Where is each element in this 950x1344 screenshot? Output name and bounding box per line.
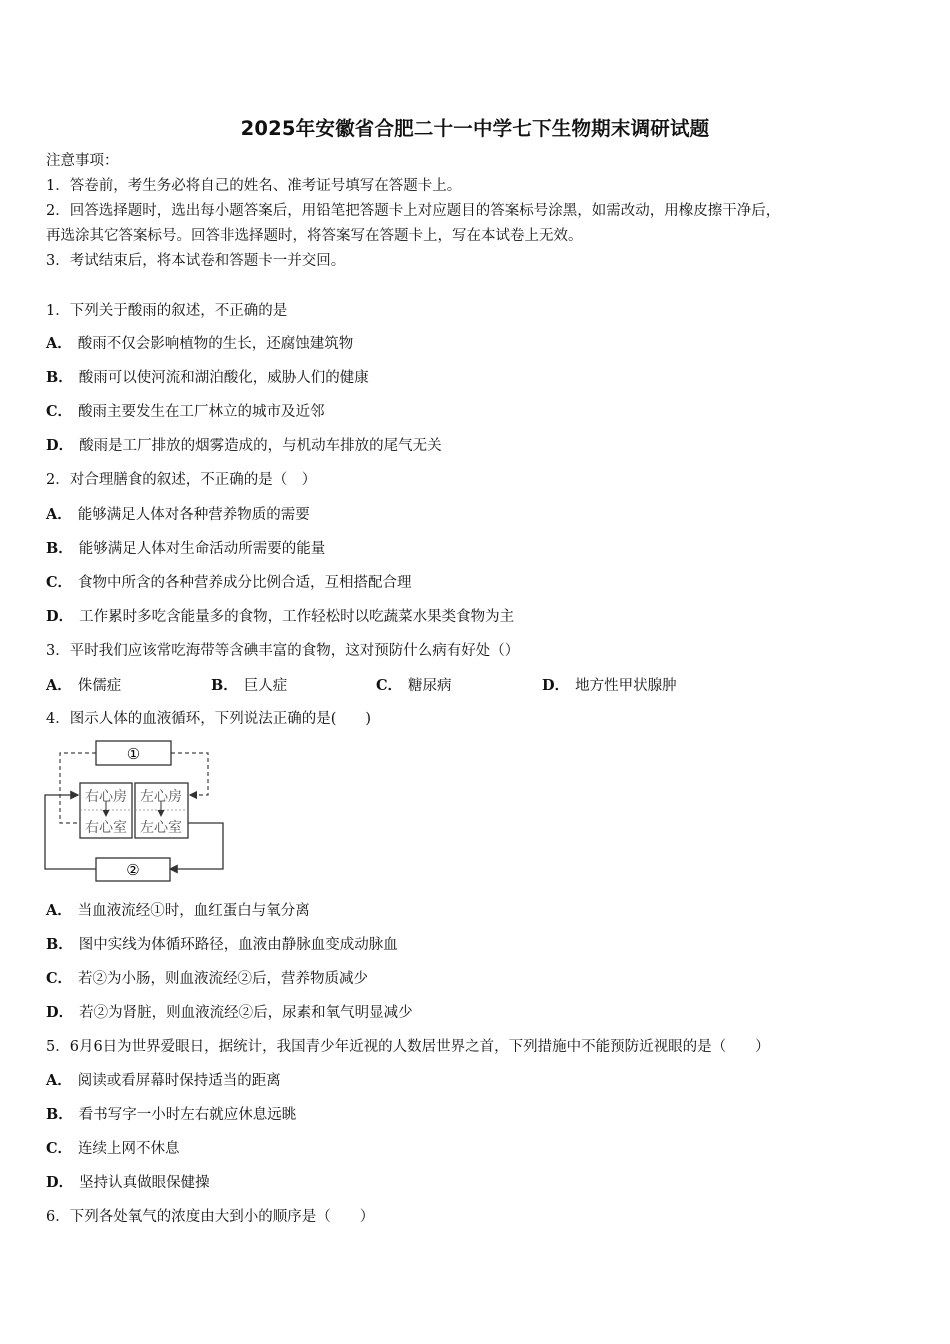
notes-item: 再选涂其它答案标号。回答非选择题时，将答案写在答题卡上，写在本试卷上无效。 [46,228,583,244]
question-3-option-b: B． 巨人症 [211,677,288,694]
question-2-stem: 2．对合理膳食的叙述，不正确的是（ ） [46,472,317,488]
question-5-stem: 5．6月6日为世界爱眼日，据统计，我国青少年近视的人数居世界之首，下列措施中不能预防近视眼的是（ ） [46,1039,770,1055]
question-3-option-c: C． 糖尿病 [376,677,452,694]
question-1-option-d: D． 酸雨是工厂排放的烟雾造成的，与机动车排放的尾气无关 [46,437,442,454]
box-1-label: ① [126,745,141,763]
question-4-stem: 4．图示人体的血液循环，下列说法正确的是( ) [46,711,372,727]
question-1-stem: 1．下列关于酸雨的叙述，不正确的是 [46,303,288,319]
question-2-option-c: C． 食物中所含的各种营养成分比例合适，互相搭配合理 [46,574,412,591]
page-title: 2025年安徽省合肥二十一中学七下生物期末调研试题 [240,117,710,140]
blood-circulation-diagram [40,735,230,885]
question-2-option-a: A． 能够满足人体对各种营养物质的需要 [46,506,310,523]
question-3-option-a: A． 侏儒症 [46,677,122,694]
left-ventricle-label: 左心室 [140,820,182,836]
right-ventricle-label: 右心室 [85,820,127,836]
notes-item: 1．答卷前，考生务必将自己的姓名、准考证号填写在答题卡上。 [46,178,462,194]
question-5-option-d: D． 坚持认真做眼保健操 [46,1174,210,1191]
question-4-option-d: D． 若②为肾脏，则血液流经②后，尿素和氧气明显减少 [46,1004,413,1021]
question-3-option-d: D． 地方性甲状腺肿 [542,677,677,694]
question-1-option-c: C． 酸雨主要发生在工厂林立的城市及近邻 [46,403,325,420]
question-5-option-c: C． 连续上网不休息 [46,1140,180,1157]
question-1-option-b: B． 酸雨可以使河流和湖泊酸化，威胁人们的健康 [46,369,369,386]
question-5-option-b: B． 看书写字一小时左右就应休息远眺 [46,1106,297,1123]
left-atrium-label: 左心房 [140,789,182,805]
question-6-stem: 6．下列各处氧气的浓度由大到小的顺序是（ ） [46,1209,375,1225]
question-4-option-b: B． 图中实线为体循环路径，血液由静脉血变成动脉血 [46,936,398,953]
question-2-option-d: D． 工作累时多吃含能量多的食物，工作轻松时以吃蔬菜水果类食物为主 [46,608,515,625]
box-2-label: ② [126,861,140,879]
question-4-option-a: A． 当血液流经①时，血红蛋白与氧分离 [46,902,310,919]
question-3-stem: 3．平时我们应该常吃海带等含碘丰富的食物，这对预防什么病有好处（） [46,643,520,659]
notes-item: 3．考试结束后，将本试卷和答题卡一并交回。 [46,253,346,269]
question-2-option-b: B． 能够满足人体对生命活动所需要的能量 [46,540,326,557]
notes-heading: 注意事项： [46,153,119,169]
question-5-option-a: A． 阅读或看屏幕时保持适当的距离 [46,1072,281,1089]
notes-item: 2．回答选择题时，选出每小题答案后，用铅笔把答题卡上对应题目的答案标号涂黑，如需改动，用橡皮擦干净后， [46,203,781,219]
question-4-option-c: C． 若②为小肠，则血液流经②后，营养物质减少 [46,970,369,987]
right-atrium-label: 右心房 [85,789,127,805]
question-1-option-a: A． 酸雨不仅会影响植物的生长，还腐蚀建筑物 [46,335,354,352]
